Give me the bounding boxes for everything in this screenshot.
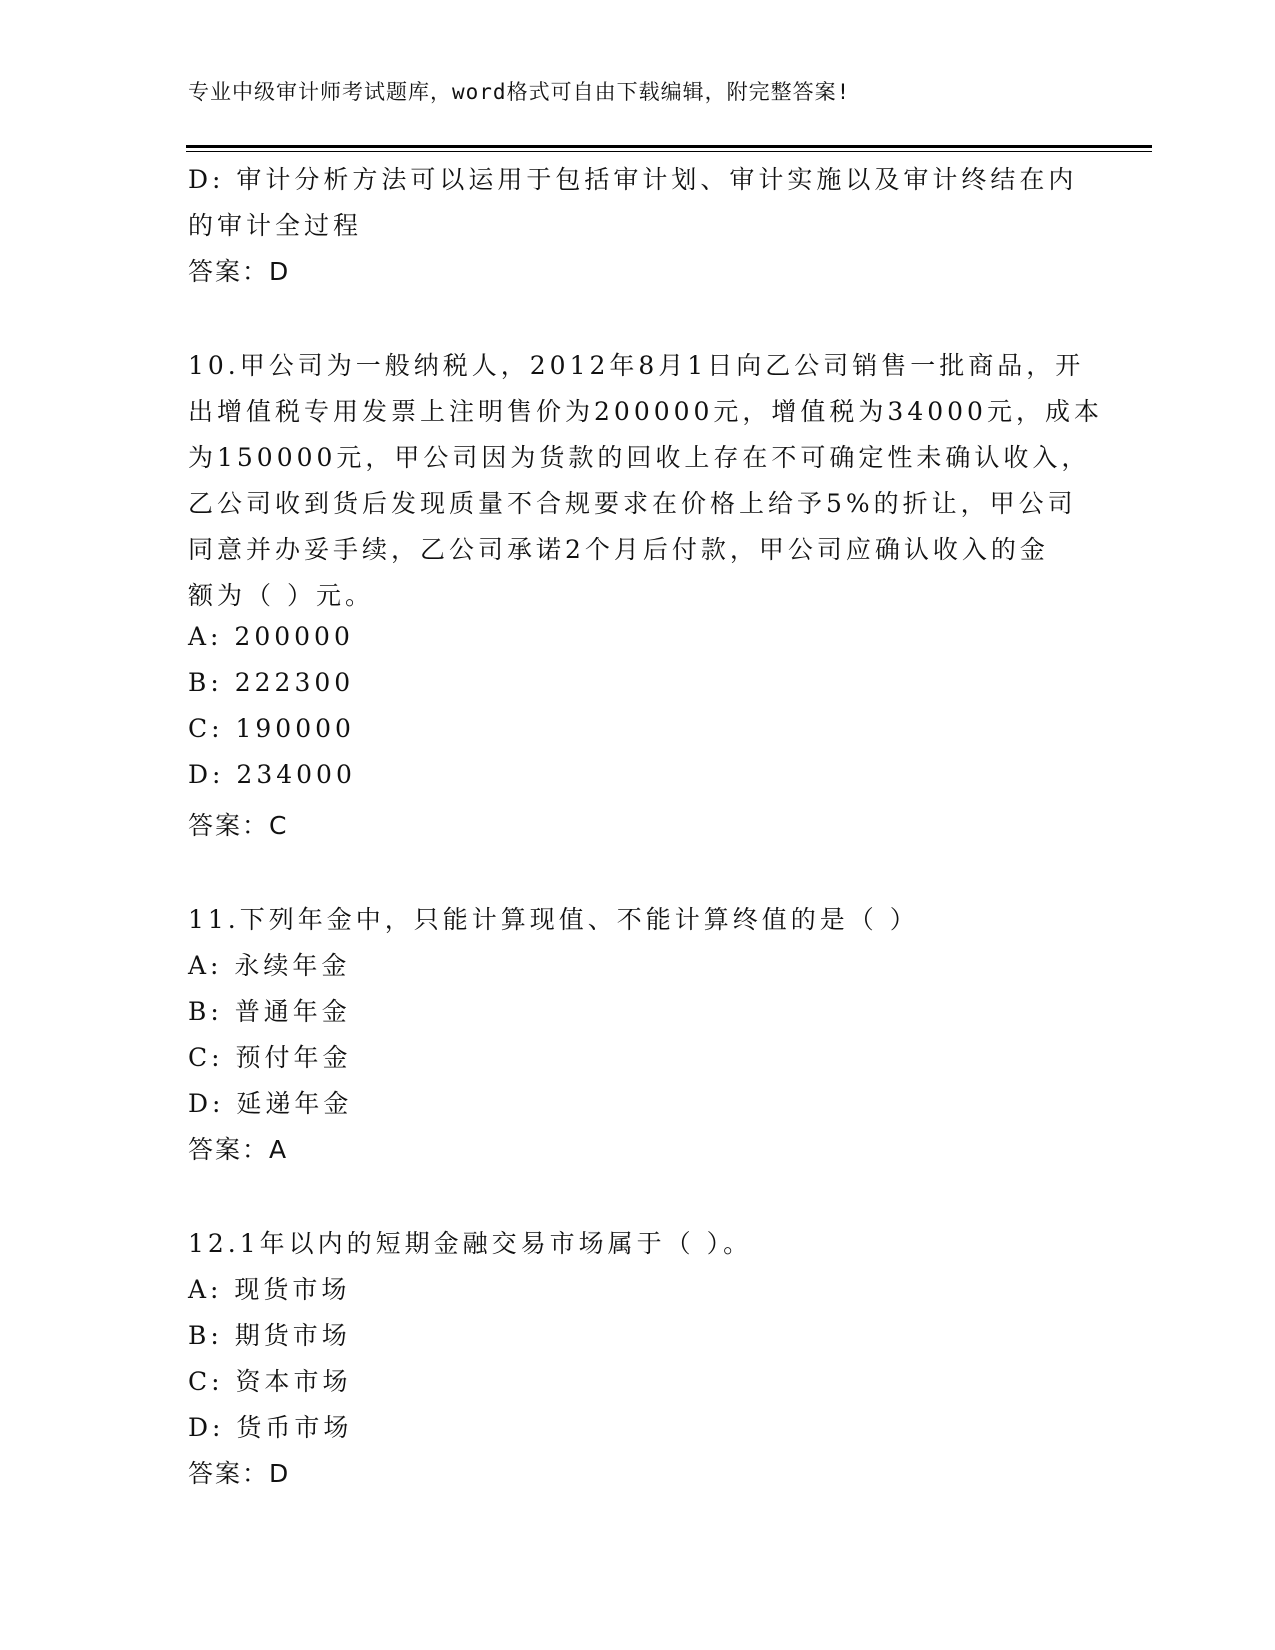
q10-option-d: D: 234000 [188, 760, 356, 789]
q10-stem-line-2: 出增值税专用发票上注明售价为200000元，增值税为34000元，成本 [188, 397, 1103, 426]
q11-option-b: B: 普通年金 [188, 997, 351, 1026]
q12-option-d: D: 货币市场 [188, 1413, 353, 1442]
q12-option-b: B: 期货市场 [188, 1321, 351, 1350]
q10-stem-line-5: 同意并办妥手续，乙公司承诺2个月后付款，甲公司应确认收入的金 [188, 535, 1049, 564]
document-header: 专业中级审计师考试题库，word格式可自由下载编辑，附完整答案! [188, 80, 851, 104]
q9-option-d-line-2: 的审计全过程 [188, 211, 363, 240]
q12-stem: 12.1年以内的短期金融交易市场属于（ ）。 [188, 1229, 753, 1258]
q10-stem-line-1: 10.甲公司为一般纳税人，2012年8月1日向乙公司销售一批商品，开 [188, 351, 1085, 380]
q10-stem-line-6: 额为（ ）元。 [188, 581, 374, 610]
q9-option-d-line-1: D: 审计分析方法可以运用于包括审计划、审计实施以及审计终结在内 [188, 165, 1078, 194]
q10-option-a: A: 200000 [188, 622, 354, 651]
header-rule-thick [186, 145, 1152, 148]
q11-option-d: D: 延递年金 [188, 1089, 353, 1118]
q10-stem-line-3: 为150000元，甲公司因为货款的回收上存在不可确定性未确认收入， [188, 443, 1091, 472]
q11-stem: 11.下列年金中，只能计算现值、不能计算终值的是（ ） [188, 905, 919, 934]
q9-answer: 答案：D [188, 257, 291, 286]
q11-answer: 答案：A [188, 1135, 289, 1164]
q10-stem-line-4: 乙公司收到货后发现质量不合规要求在价格上给予5%的折让，甲公司 [188, 489, 1077, 518]
header-rule-thin [186, 151, 1152, 152]
q11-option-a: A: 永续年金 [188, 951, 351, 980]
q10-option-c: C: 190000 [188, 714, 355, 743]
q11-option-c: C: 预付年金 [188, 1043, 352, 1072]
q10-option-b: B: 222300 [188, 668, 355, 697]
q12-answer: 答案：D [188, 1459, 291, 1488]
q12-option-c: C: 资本市场 [188, 1367, 352, 1396]
q12-option-a: A: 现货市场 [188, 1275, 351, 1304]
q10-answer: 答案：C [188, 811, 289, 840]
